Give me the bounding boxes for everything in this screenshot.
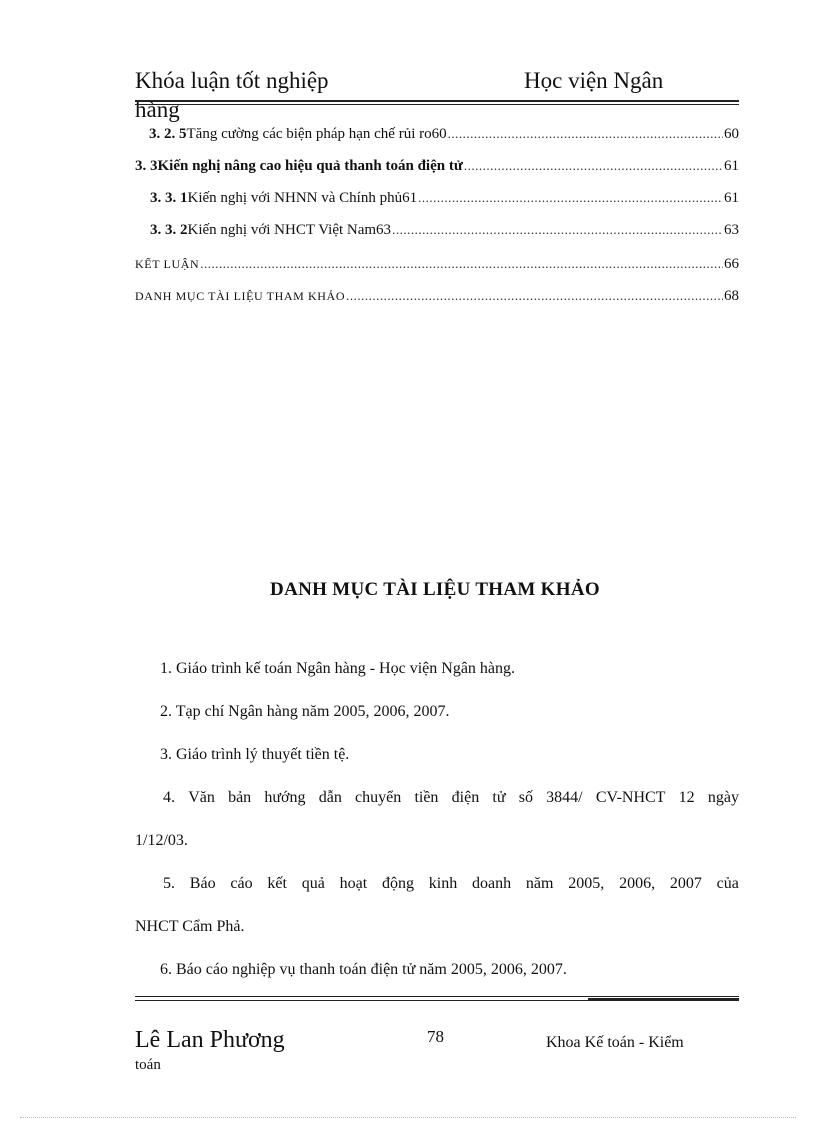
toc-number: 3. 2. 5 [149,126,187,142]
header-rule-thin [135,104,739,105]
reference-item-line: 4. Văn bản hướng dẫn chuyển tiền điện tử số 3844/ CV-NHCT 12 ngày [163,789,739,806]
header-institution: Học viện Ngân [524,68,664,93]
toc-label: KẾT LUẬN [135,257,200,271]
toc-leader [464,158,723,174]
toc-label: Tăng cường các biện pháp hạn chế rủi ro60 [186,126,447,142]
toc-leader [346,288,723,304]
footer-rule [135,996,739,997]
toc-page: 63 [724,222,739,238]
page-number: 78 [427,1027,444,1046]
toc-label: Kiến nghị với NHCT Việt Nam63 [187,222,392,238]
header-institution-wrap: hàng [135,97,180,122]
toc-number: 3. 3. 1 [150,190,188,206]
reference-item: 2. Tạp chí Ngân hàng năm 2005, 2006, 2007. [160,703,450,720]
header-school-thesis: Khóa luận tốt nghiệp [135,68,329,93]
toc-label: Kiến nghị nâng cao hiệu quả thanh toán điện tử [157,158,463,174]
toc-entry[interactable] [135,190,739,212]
toc-label: DANH MỤC TÀI LIỆU THAM KHẢO [135,289,346,303]
toc-entry[interactable] [135,126,739,148]
toc-leader [448,126,723,142]
toc-entry[interactable] [135,158,739,180]
toc-entry[interactable] [135,288,739,310]
toc-label: Kiến nghị với NHNN và Chính phủ61 [187,190,418,206]
footer-department: Khoa Kế toán - Kiểm [546,1034,684,1051]
toc-leader [392,222,723,238]
footer-department-wrap: toán [135,1057,161,1073]
reference-item: 1. Giáo trình kế toán Ngân hàng - Học viện Ngân hàng. [160,660,516,677]
reference-item-continuation: 1/12/03. [135,832,188,849]
page-edge-divider [20,1117,796,1118]
reference-item: 3. Giáo trình lý thuyết tiền tệ. [160,746,350,763]
footer-rule-accent [588,998,739,1000]
toc-page: 61 [724,158,739,174]
toc-leader [200,256,723,272]
toc-number: 3. 3 [135,158,158,174]
toc-page: 61 [724,190,739,206]
toc-page: 68 [724,288,739,304]
section-title: DANH MỤC TÀI LIỆU THAM KHẢO [270,579,600,600]
toc-entry[interactable] [135,222,739,244]
toc-page: 60 [724,126,739,142]
toc-page: 66 [724,256,739,272]
header-rule [135,100,739,102]
reference-item-line: 5. Báo cáo kết quả hoạt động kinh doanh năm 2005, 2006, 2007 của [163,875,739,892]
footer-rule-thin [135,1000,739,1001]
footer-author: Lê Lan Phương [135,1027,285,1053]
toc-leader [418,190,723,206]
toc-number: 3. 3. 2 [150,222,188,238]
toc-entry[interactable] [135,256,739,278]
reference-item-continuation: NHCT Cẩm Phả. [135,918,245,935]
reference-item: 6. Báo cáo nghiệp vụ thanh toán điện tử năm 2005, 2006, 2007. [160,961,567,978]
